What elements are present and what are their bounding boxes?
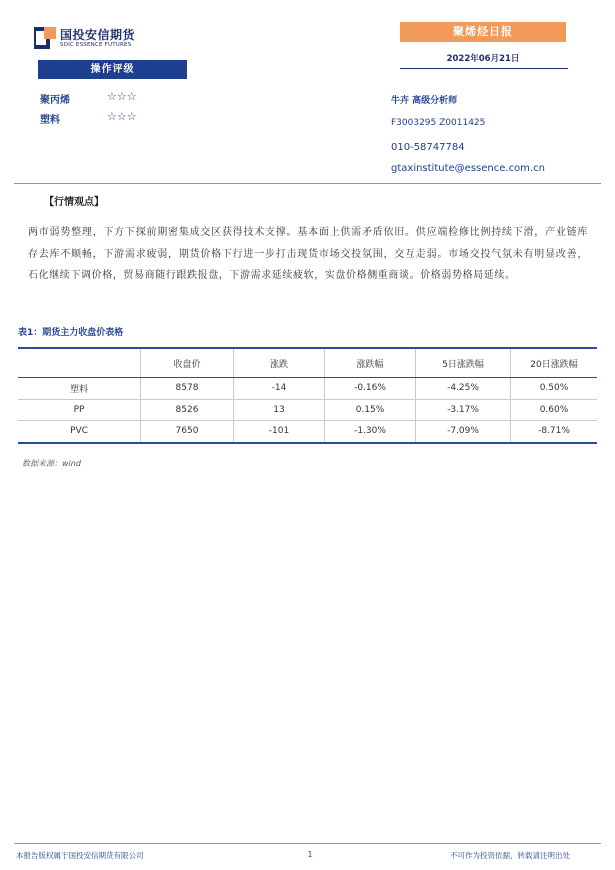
table-cell: -4.25%: [416, 378, 511, 400]
analyst-name: 牛卉 高级分析师: [391, 96, 458, 106]
logo-mark-icon: [34, 27, 56, 49]
date-underline: [400, 68, 568, 69]
footer-divider: [14, 843, 601, 844]
report-date: 2022年06月21日: [446, 54, 520, 64]
rating-name-pp: 聚丙烯: [40, 95, 70, 106]
table-header-row: [18, 348, 597, 378]
table-cell: 0.50%: [511, 378, 598, 400]
table-header-cell: [18, 348, 141, 378]
table-row: [18, 399, 597, 421]
table-header-cell: 涨跌: [234, 348, 325, 378]
data-source-note: 数据来源：wind: [22, 459, 81, 468]
futures-close-table: [18, 347, 597, 444]
market-view-text: 两市弱势整理，下方下探前期密集成交区获得技术支撑。基本面上供需矛盾依旧。供应端检修比例持续下滑，产业链库存去库不顺畅，下游需求疲弱，期货价格下行进一步打击现货市场交投氛围，交互走弱。市场交投气氛未有明显改善，石化继续下调价格，贸易商随行跟跌报盘，下游需求延续疲软，实盘价格侧重商谈。价格弱势格局延续。: [28, 227, 588, 281]
table-cell: PVC: [18, 421, 141, 443]
table-cell: 7650: [141, 421, 234, 443]
analyst-license: F3003295 Z0011425: [391, 118, 486, 128]
table-cell: -1.30%: [325, 421, 416, 443]
footer-disclaimer: 不可作为投资依据，转载请注明出处: [450, 851, 570, 860]
table-cell: 塑料: [18, 378, 141, 400]
table-row: [18, 421, 597, 443]
analyst-email[interactable]: gtaxinstitute@essence.com.cn: [391, 163, 545, 174]
footer-copyright: 本报告版权属于国投安信期货有限公司: [16, 851, 144, 860]
rating-stars-pp: ☆☆☆: [107, 90, 137, 103]
table-header-cell: 收盘价: [141, 348, 234, 378]
rating-name-pe: 塑料: [40, 115, 60, 126]
table-header-cell: 5日涨跌幅: [416, 348, 511, 378]
page-number: 1: [307, 850, 313, 859]
rating-title: 操作评级: [38, 60, 187, 79]
table-row: [18, 378, 597, 400]
logo-text-cn: 国投安信期货: [60, 28, 136, 42]
table-cell: PP: [18, 399, 141, 421]
table-cell: -101: [234, 421, 325, 443]
market-view-heading: 【行情观点】: [44, 197, 104, 208]
header-divider: [14, 183, 601, 184]
table-cell: -3.17%: [416, 399, 511, 421]
table-cell: 13: [234, 399, 325, 421]
company-logo: [34, 26, 164, 52]
rating-stars-pe: ☆☆☆: [107, 110, 137, 123]
table-cell: 8578: [141, 378, 234, 400]
table-cell: -14: [234, 378, 325, 400]
table-cell: 0.60%: [511, 399, 598, 421]
table-cell: -7.09%: [416, 421, 511, 443]
table-cell: -0.16%: [325, 378, 416, 400]
table-cell: 8526: [141, 399, 234, 421]
analyst-phone: 010-58747784: [391, 142, 465, 153]
logo-text-en: SDIC ESSENCE FUTURES: [60, 42, 132, 48]
table-title: 表1：期货主力收盘价表格: [18, 328, 124, 338]
table-header-cell: 20日涨跌幅: [511, 348, 598, 378]
table-header-cell: 涨跌幅: [325, 348, 416, 378]
table-cell: 0.15%: [325, 399, 416, 421]
table-cell: -8.71%: [511, 421, 598, 443]
report-type-tag: 聚烯烃日报: [400, 22, 566, 42]
